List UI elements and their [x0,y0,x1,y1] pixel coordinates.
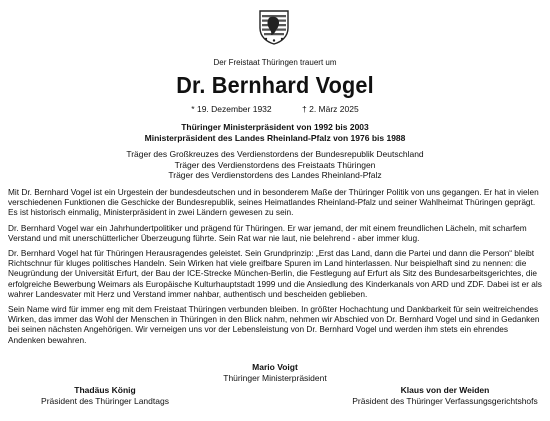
signatory-name: Klaus von der Weiden [400,385,490,395]
honors-list [0,149,550,181]
signatory-name: Thadäus König [74,385,136,395]
deceased-name: Dr. Bernhard Vogel [176,72,374,98]
offices-list [0,122,550,144]
signature-main [0,362,550,384]
signatory-title: Präsident des Thüringer Landtags [41,396,169,406]
honor-line: Träger des Verdienstordens des Freistaats Thüringen [174,159,376,170]
obituary-text [8,187,542,350]
life-dates [0,104,550,114]
office-line: Ministerpräsident des Landes Rheinland-Pfalz von 1976 bis 1988 [144,133,406,143]
birth-date: * 19. Dezember 1932 [191,104,272,114]
honor-line: Träger des Verdienstordens des Landes Rheinland-Pfalz [168,170,382,180]
paragraph: Dr. Bernhard Vogel war ein Jahrhundertpolitiker und prägend für Thüringen. Er war jemand, der mit einem freundlichen Lächeln, mit scharfem Verstand und mit unerschütterlicher Überzeugung führte. Sein Rat war nie laut, nie belehrend - aber immer klug. [8,222,527,243]
signatory-title: Präsident des Thüringer Verfassungsgerichtshofs [352,396,538,406]
signatory-title: Thüringer Ministerpräsident [223,373,327,383]
signature-left [15,385,195,407]
thuringia-coat-of-arms-icon [257,8,291,46]
paragraph: Dr. Bernhard Vogel hat für Thüringen Herausragendes geleistet. Sein Grundprinzip: „Erst das Land, dann die Partei und dann die Person“ bleibt Richtschnur für kluges politisches Handeln. Sein Wirken hat viele greifbare Spuren im Land hinterlassen. Nur beispielhaft sind zu nennen: die Neugründung der Universität Erfurt, der Bau der ICE-Strecke München-Berlin, die Festlegung auf Erfurt als Sitz des Bundesarbeitsgerichtes, die erfolgreiche Bewerbung Weimars als Europäische Kulturhauptstadt 1999 und die Ansiedlung des Kinderkanals von ARD und ZDF. Dabei ist er als wahrer Landesvater mit Herz und Verstand immer nahbar, authentisch und bescheiden geblieben. [8,248,542,299]
paragraph: Mit Dr. Bernhard Vogel ist ein Urgestein der bundesdeutschen und in besonderem Maße der Thüringer Politik von uns gegangen. Er hat in vielen verschiedenen Funktionen die Geschicke der Bundesrepublik, seines Heimatlandes Rheinland-Pfalz und seiner Wahlheimat Thüringen geprägt. Es ist historisch einmalig, Ministerpräsident in zwei Ländern gewesen zu sein. [8,187,539,218]
death-date: † 2. März 2025 [302,104,359,114]
signatory-name: Mario Voigt [252,362,298,372]
paragraph: Sein Name wird für immer eng mit dem Freistaat Thüringen verbunden bleiben. In größter Hochachtung und Dankbarkeit für sein weitreichendes Wirken, das immer das Wohl der Menschen in Thüringen in den Blick nahm, nehmen wir Abschied von Dr. Bernhard Vogel und sind in Gedanken bei seinen nächsten Angehörigen. Wir verneigen uns vor der Lebensleistung von Dr. Bernhard Vogel und werden ihm stets ein ehrendes Andenken bewahren. [8,304,540,345]
signature-right [345,385,545,407]
intro-line: Der Freistaat Thüringen trauert um [213,58,337,67]
honor-line: Träger des Großkreuzes des Verdienstordens der Bundesrepublik Deutschland [126,149,424,159]
office-line: Thüringer Ministerpräsident von 1992 bis 2003 [181,122,369,132]
